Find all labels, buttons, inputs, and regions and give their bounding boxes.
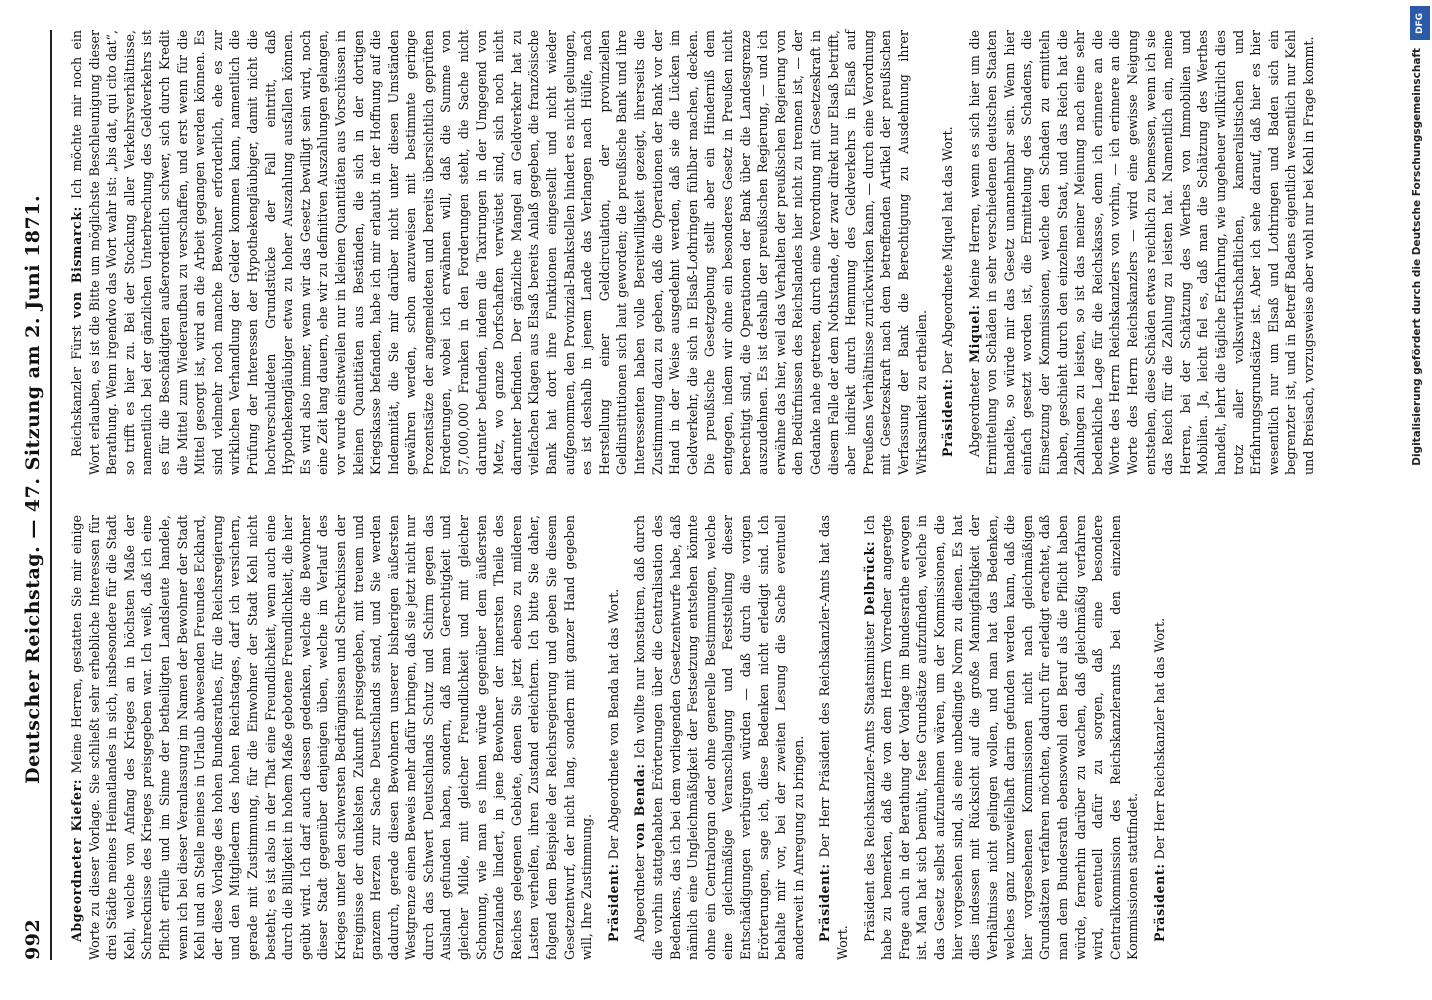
dfg-logo: DFG [1410, 6, 1430, 40]
speaker-name: von Bismarck: [69, 206, 84, 319]
left-column [68, 515, 1327, 960]
speech-text: Ich möchte mir noch ein Wort erlauben, es ist die Bitte um möglichste Beschleunigung dieser Berathung. Wenn irgendwo das Wort wahr ist: „bis dat, qui cito dat“, so trifft es hier zu. Bei der Stockung aller Verkehrsverhältnisse, namentlich bei der gänzlichen Unterbrechung des Geldverkehrs ist es für die Beschädigten außerordentlich schwer, sich durch Kredit die Mittel zum Wiederaufbau zu verschaffen, und erst wenn für die Mittel gesorgt ist, wird an die Arbeit gegangen werden können. Es sind vielmehr noch manche Bewohner erforderlich, ehe es zur wirklichen Verhandlung der Gelder kommen kann, namentlich die Prüfung der Interessen der Hypothekengläubiger, damit nicht die hochverschuldeten Grundstücke der Fall eintritt, daß Hypothekengläubiger etwa zu hoher Auszahlung ausfallen können. Es wird also immer, wenn wir das Gesetz bewilligt sein wird, noch eine Zeit lang dauern, ehe wir zu definitiven Auszahlungen gelangen, vor wurde einstweilen nur in kleinen Quantitäten aus Vorschüssen in kleinen Quantitäten aus Beständen, die sich in der dortigen Kriegskasse befanden, habe ich mir erlaubt in der Hoffnung auf die Indemnität, die Sie mir darüber nicht unter diesen Umständen gewähren werden, schon anzuweisen mit bestimmte geringe Prozentsätze der angemeldeten und bereits übersichtlich geprüften Forderungen, wobei ich erwähnen will, daß die Summe von 57,000,000 Franken in den Forderungen steht, die Sache nicht darunter befunden, indem die Taxirungen in der Umgegend von Metz, wo ganze Dorfschaften verwüstet sind, sich noch nicht darunter befinden. Der gänzliche Mangel an Geldverkehr hat zu vielfachen Klagen aus Elsaß bereits Anlaß gegeben, die französische Bank hat dort ihre Funktionen eingestellt und nicht wieder aufgenommen, den Provinzial-Bankstellen hindert es nicht gelungen, es ist deshalb in jenem Lande das Verlangen nach Hülfe, nach Herstellung einer Geldcirculation, der provinziellen Geldinstitutionen sich laut geworden; die preußische Bank und ihre Interessenten haben volle Bereitwilligkeit gezeigt, ihrerseits die Zustimmung dazu zu geben, daß die Operationen der Bank vor der Hand in der Weise ausgedehnt werden, daß sie die Lücken im Geldverkehr, die sich in Elsaß-Lothringen fühlbar machen, decken. Die preußische Gesetzgebung stellt aber ein Hinderniß dem entgegen, indem wir ohne ein besonderes Gesetz in Preußen nicht berechtigt sind, die Operationen der Bank über die Landesgrenze auszudehnen. Es ist deshalb der preußischen Regierung, — und ich erwähne das hier, weil das Verhalten der preußischen Regierung von den Bedürfnissen des Reichslandes hier nicht zu trennen ist, — der Gedanke nahe getreten, durch eine Verordnung mit Gesetzeskraft in diesem Falle der dem Nothstande, der zwar direkt nur Elsaß betrifft, aber indirekt durch Hemmung des Geldverkehrs in Elsaß auf Preußens Verhältnisse zurückwirken kann, — durch eine Verordnung mit Gesetzeskraft nach dem betreffenden Artikel der preußischen Verfassung der Bank die Berechtigung zu Ausdehnung ihrer Wirksamkeit zu ertheilen. [69, 30, 929, 475]
page-header [22, 30, 52, 960]
speaker-name: von Benda: [632, 763, 648, 849]
president-label: Präsident: [1152, 863, 1168, 942]
president-paragraph [939, 30, 957, 475]
president-paragraph [605, 515, 623, 960]
speaker-intro: Abgeordneter [966, 368, 982, 457]
page-title: Deutscher Reichstag. — 47. Sitzung am 2. Juni 1871. [22, 194, 44, 784]
speech-text: Ich wollte nur konstatiren, daß durch die vorhin stattgehabten Erörterungen über die Centralisation des Bedenkens, das ich bei dem vorliegenden Gesetzentwurfe habe, daß nämlich eine Ungleichmäßigkeit der Festsetzung entstehen könnte ohne ein Centralorgan oder ohne generelle Bestimmungen, welche eine gleichmäßige Veranschlagung und Feststellung dieser Entschädigungen verbürgen würden — daß durch die vorigen Erörterungen, sage ich, diese Bedenken nicht erledigt sind. Ich behalte mir vor, bei der zweiten Lesung die Sache eventuell anderweit in Anregung zu bringen. [632, 514, 806, 960]
president-paragraph [816, 515, 851, 960]
funding-credit: Digitalisierung gefördert durch die Deutsche Forschungsgemeinschaft [1411, 48, 1423, 466]
speaker-intro: Reichskanzler Fürst [69, 325, 84, 457]
kiefer-paragraph [68, 515, 596, 960]
president-label: Präsident: [817, 863, 833, 942]
digitization-sidebar [1408, 0, 1432, 1000]
president-text: Der Herr Präsident des Reichskanzler-Amts hat das Wort. [817, 515, 850, 960]
president-text: Der Abgeordnete von Benda hat das Wort. [605, 588, 621, 860]
miquel-paragraph [966, 30, 1318, 475]
president-label: Präsident: [940, 378, 956, 457]
president-text: Der Abgeordnete Miquel hat das Wort. [940, 126, 956, 375]
bismarck-paragraph [68, 30, 930, 475]
benda-paragraph [631, 515, 807, 960]
speaker-intro: Abgeordneter [632, 853, 648, 942]
speaker-name: Delbrück: [861, 540, 877, 616]
page-number: 992 [22, 918, 44, 960]
speech-text: Ich habe zu bemerken, daß die von dem Herrn Vorredner angeregte Frage auch in der Berathung der Vorlage im Bundesrathe erwogen ist. Man hat sich bemüht, feste Grundsätze aufzufinden, welche in das Gesetz selbst aufzunehmen wären, um der Kommissionen, die hier vorgesehen sind, als eine unbedingte Norm zu dienen. Es hat dies indessen mit Rücksicht auf die große Mannigfaltigkeit der Verhältnisse nicht gelingen wollen, und man hat das Bedenken, welches ganz unzweifelhaft darin gefunden werden kann, daß die hier vorgesehenen Kommissionen nicht nach gleichmäßigen Grundsätzen verfahren möchten, dadurch für erledigt erachtet, daß man dem Bundesrath ebensowohl den Beruf als die Pflicht haben würde, fernerhin darüber zu wachen, daß gleichmäßig verfahren wird, eventuell dafür zu sorgen, daß eine besondere Centralkommission des Reichskanzleramts bei den einzelnen Kommissionen stattfindet. [861, 515, 1141, 960]
speech-text: Meine Herren, wenn es sich hier um die Ermittelung von Schäden in sehr verschiedenen deutschen Staaten handelte, so würde mir das Gesetz unannehmbar sein. Wenn hier einfach gesetzt worden ist, die Ermittelung des Schadens, die Einsetzung der Kommissionen, welche den Schaden zu ermitteln haben, geschieht durch den einzelnen Staat, und das Reich hat die Zahlungen zu leisten, so ist das meiner Meinung nach eine sehr bedenkliche Lage für die Reichskasse, denn ich erinnere an die Worte des Herrn Reichskanzlers von vorhin, — ich erinnere an die Worte des Herrn Reichskanzlers — wird eine gewisse Neigung entstehen, diese Schäden etwas reichlich zu bemessen, wenn ich sie das Reich für die Zahlung zu leisten hat. Namentlich ein, meine Herren, bei der Schätzung des Werthes von Immobilien und Mobilien. Ja, leicht fiel es, daß man die Schätzung des Werthes handelt, lehrt die tägliche Erfahrung, wie ungeheuer willkürlich dies trotz aller volkswirthschaftlichen, kameralistischen und Erfahrungsgrundsätze ist. Aber ich sehe darauf, daß hier es hier wesentlich nur um Elsaß und Lothringen und Baden sich ein begrenzter ist, und in Betreff Badens eigentlich wesentlich nur Kehl und Breisach, vorzugsweise aber wohl nur bei Kehl in Frage kommt. [966, 30, 1316, 475]
speaker-name: Miquel: [966, 304, 982, 363]
president-text: Der Herr Reichskanzler hat das Wort. [1152, 617, 1168, 860]
speech-text: Meine Herren, gestatten Sie mir einige Worte zu dieser Vorlage. Sie schließt sehr erhebliche Interessen für drei Städte meines Heimatlandes in sich, insbesondere für die Stadt Kehl, welche von Anfang des Krieges an in höchsten Maße der Schrecknisse des Krieges preisgegeben war. Ich weiß, daß ich eine Pflicht erfülle und im Sinne der betheiligten Landsleute handele, wenn ich bei dieser Veranlassung im Namen der Bewohner der Stadt Kehl und an Stelle meines in Urlaub abwesenden Freundes Eckhard, der diese Vorlage des hohen Bundesrathes, für die Reichsregierung und den Mitgliedern des hohen Reichstages, darf ich versichern, gerade mit Zustimmung, für die Einwohner der Stadt Kehl nicht besteht; es ist also in der That eine Freundlichkeit, wenn auch eine durch die Billigkeit in hohem Maße gebotene Freundlichkeit, die hier geübt wird. Ich darf auch dessen gedenken, welche die Bewohner dieser Stadt gegenüber denjenigen üben, welche im Verlauf des Krieges unter den schwersten Bedrängnissen und Schrecknissen der Ereignisse der dunkelsten Zukunft preisgegeben, mit treuem und ganzem Herzen zur Sache Deutschlands stand, und Sie werden dadurch, gerade diesen Bewohnern unserer bisherigen äußersten Westgrenze einen Beweis mehr dafür bringen, daß sie jetzt nicht nur durch das Schwert Deutschlands Schutz und Schirm gegen das Ausland gefunden haben, sondern, daß man Gerechtigkeit und gleicher Milde, mit gleicher Freundlichkeit und mit gleicher Schonung, wie man es ihnen würde gegenüber dem äußersten Grenzlande lindert, in jene Bewohner der innersten Theile des Reiches gelegenen Gebiete, denen Sie jetzt ebenso zu milderen Lasten verhelfen, ihren Zustand erleichtern. Ich bitte Sie daher, folgend dem Beispiele der Reichsregierung und geben Sie diesem Gesetzentwurf, der nicht lang, sondern mit ganzer Hand gegeben will, Ihre Zustimmung. [69, 515, 595, 960]
speaker-name: Abgeordneter Kiefer: [69, 778, 84, 942]
president-label: Präsident: [605, 863, 621, 942]
right-column [68, 30, 1327, 475]
speaker-intro: Präsident des Reichskanzler-Amts Staatsminister [861, 621, 877, 942]
president-paragraph [1151, 515, 1169, 960]
delbrueck-paragraph [861, 515, 1143, 960]
text-columns [68, 30, 1327, 960]
